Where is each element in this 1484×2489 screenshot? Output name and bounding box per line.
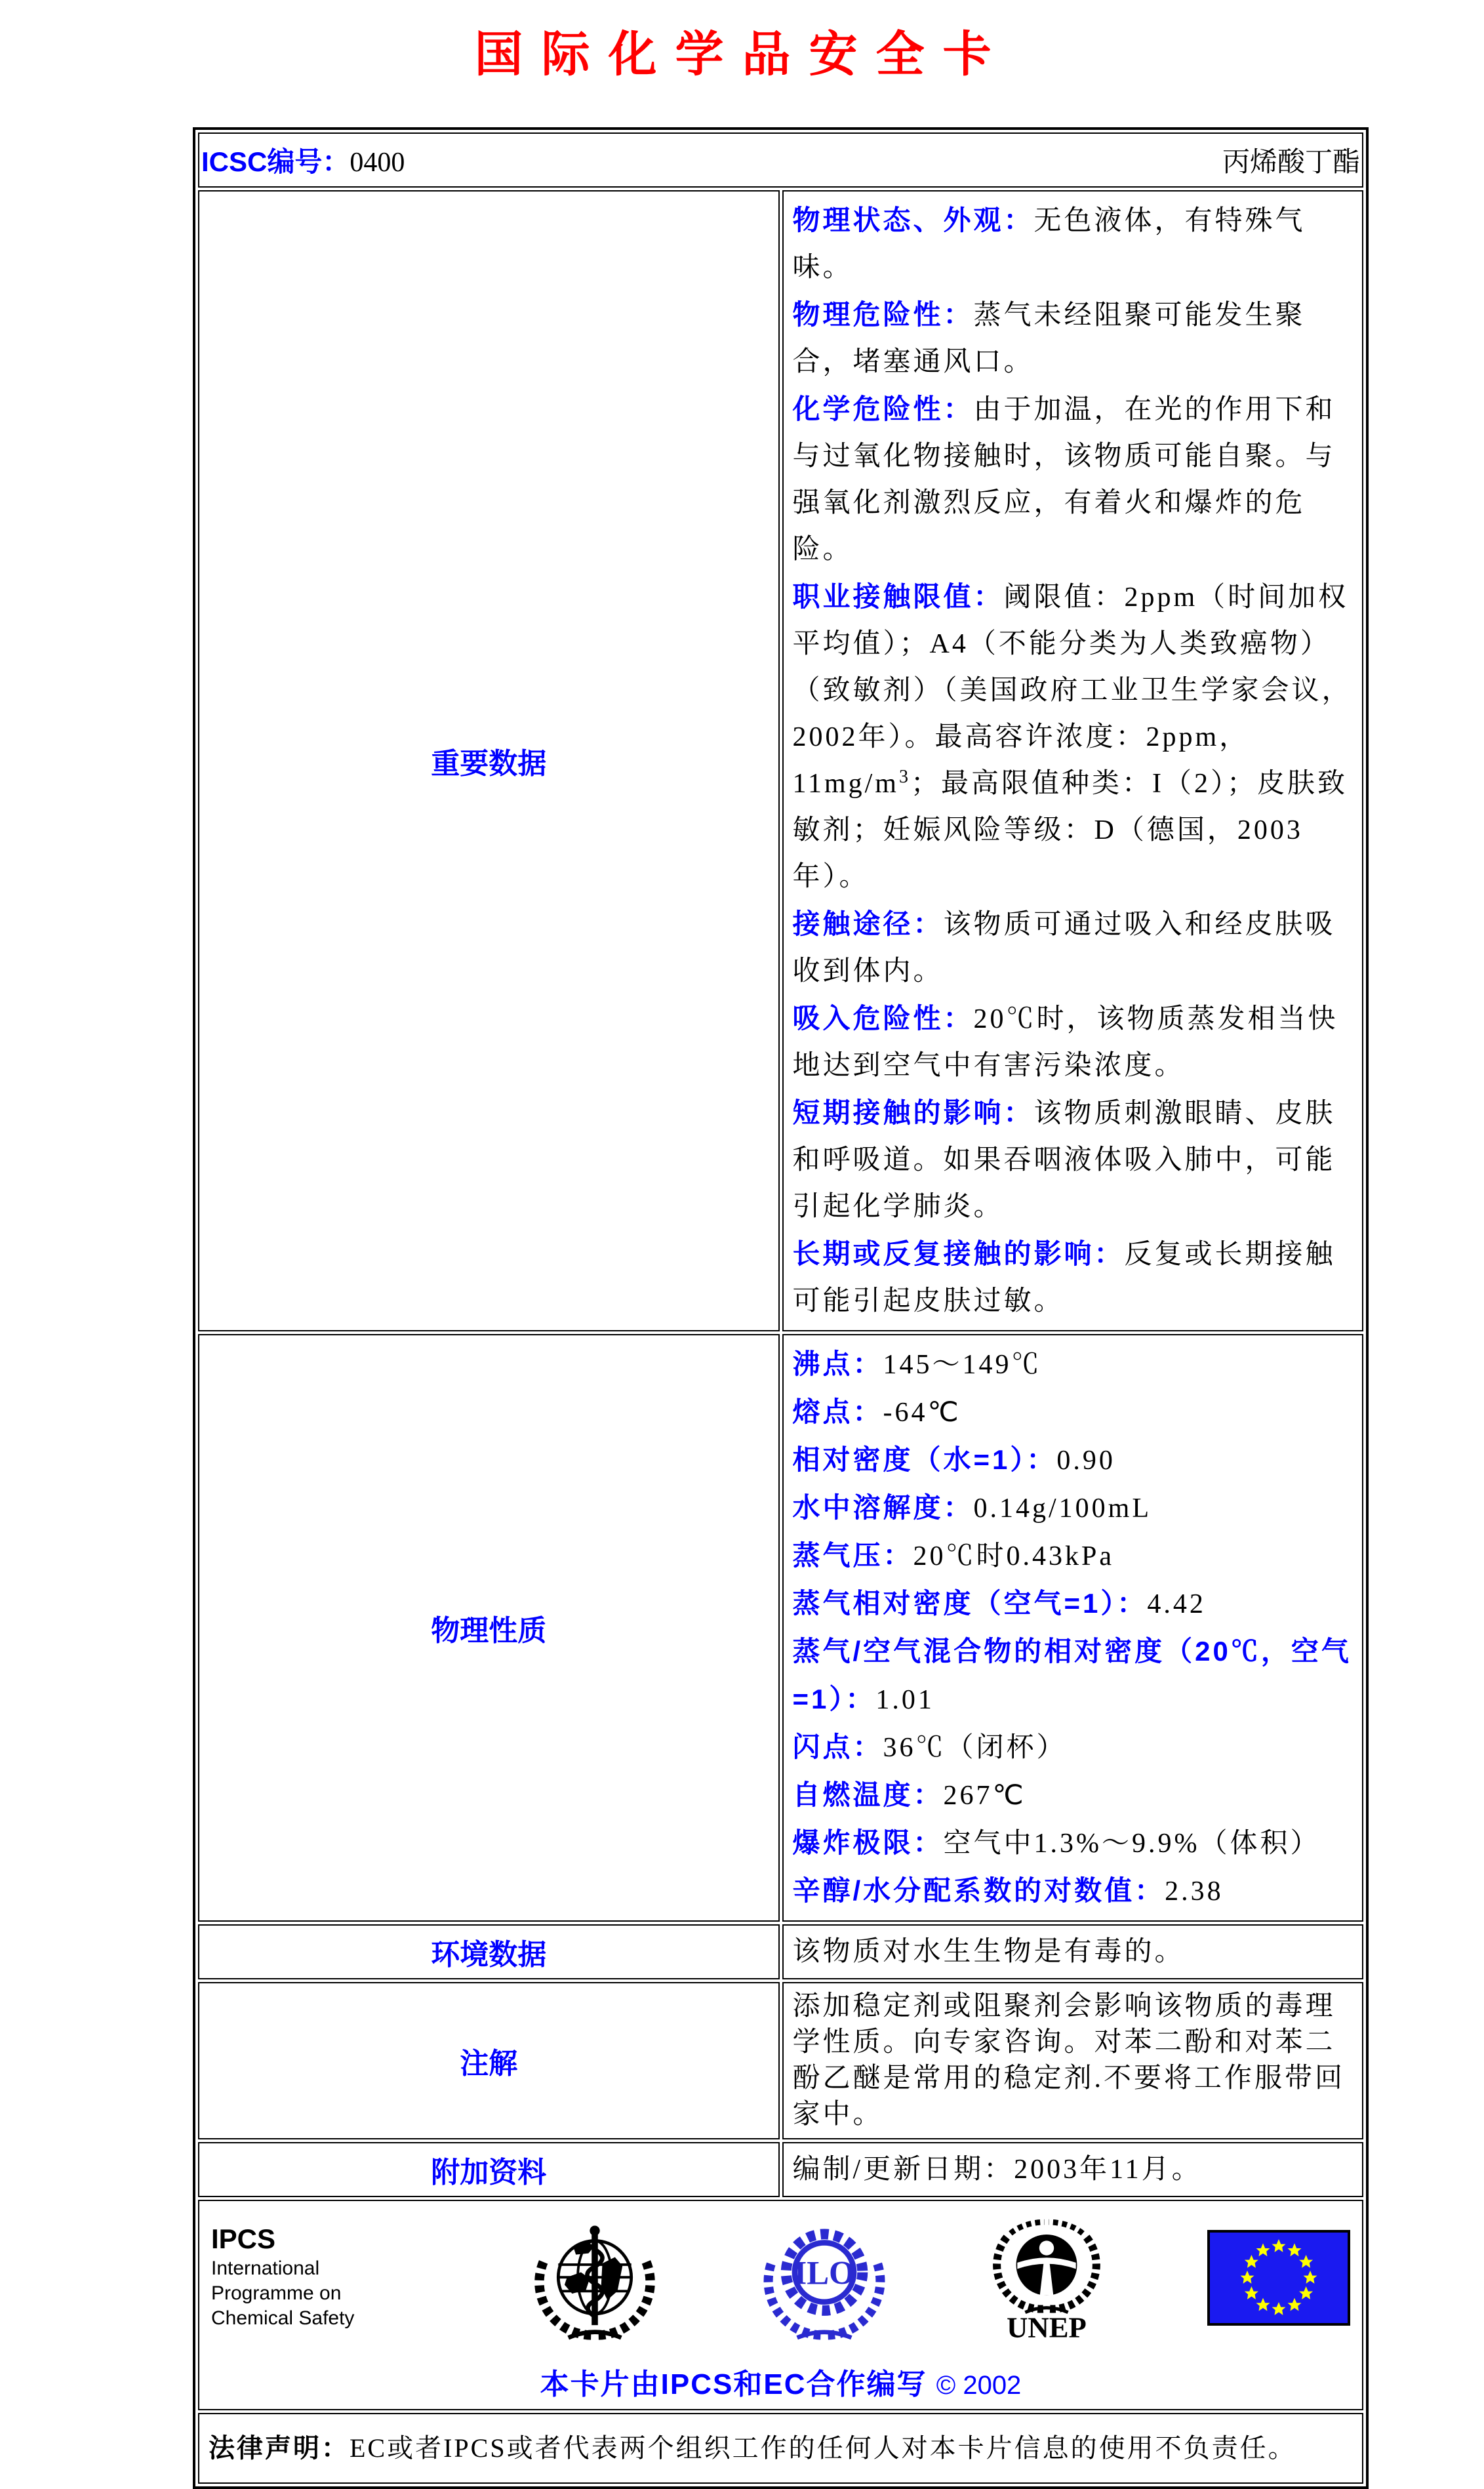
property-label: 职业接触限值： — [792, 581, 1004, 612]
property-label: 沸点： — [792, 1348, 883, 1379]
property-line — [793, 1771, 1354, 1819]
row-label-additional-info: 附加资料 — [198, 2142, 780, 2197]
property-line — [793, 386, 1354, 573]
property-line — [793, 1484, 1354, 1532]
property-line — [793, 1436, 1354, 1484]
property-line — [793, 995, 1354, 1089]
physical-properties-cell — [782, 1334, 1364, 1922]
property-line — [793, 291, 1354, 386]
copyright-year: © 2002 — [936, 2371, 1022, 2400]
row-label-notes: 注解 — [198, 1982, 780, 2139]
property-label: 蒸气相对密度（空气=1）： — [792, 1588, 1148, 1619]
who-icon — [532, 2214, 658, 2353]
page-title: 国际化学品安全卡 — [474, 28, 1010, 82]
ipcs-line: Chemical Safety — [211, 2307, 355, 2329]
property-value: 4.42 — [1147, 1589, 1206, 1619]
environmental-data-cell — [782, 1924, 1364, 1979]
unep-letters: UNEP — [1006, 2311, 1087, 2343]
environmental-data-text: 该物质对水生生物是有毒的。 — [792, 1937, 1185, 1967]
property-label: 长期或反复接触的影响： — [792, 1238, 1125, 1269]
row-logos — [198, 2200, 1363, 2410]
property-value: 36℃（闭杯） — [883, 1733, 1067, 1763]
property-value: 该物质可通过吸入和经皮肤吸收到体内。 — [792, 910, 1336, 986]
icsc-card — [193, 127, 1369, 2489]
property-value: 20℃时0.43kPa — [913, 1541, 1115, 1571]
cooperation-caption — [211, 2360, 1350, 2402]
property-label: 熔点： — [792, 1396, 883, 1427]
property-line — [793, 1819, 1354, 1867]
logos-cell — [198, 2200, 1363, 2410]
card-table — [193, 127, 1369, 2489]
property-label: 化学危险性： — [792, 394, 974, 424]
property-label: 接触途径： — [792, 908, 944, 939]
additional-info-text: 编制/更新日期：2003年11月。 — [792, 2155, 1202, 2185]
property-value: 0.14g/100mL — [973, 1493, 1152, 1524]
row-header — [198, 132, 1363, 188]
ipcs-acronym: IPCS — [211, 2223, 276, 2254]
property-value: 由于加温，在光的作用下和与过氧化物接触时，该物质可能自聚。与强氧化剂激烈反应，有着火和爆炸的危险。 — [792, 395, 1336, 565]
property-label: 闪点： — [792, 1731, 883, 1762]
property-line — [793, 900, 1354, 995]
icsc-number-label: ICSC编号： — [201, 146, 350, 177]
icsc-number-group — [201, 140, 405, 180]
property-label: 物理状态、外观： — [792, 205, 1034, 235]
property-label: 蒸气压： — [792, 1540, 913, 1571]
property-label: 爆炸极限： — [792, 1827, 944, 1858]
row-additional-info — [198, 2142, 1363, 2197]
property-value: 该物质刺激眼睛、皮肤和呼吸道。如果吞咽液体吸入肺中，可能引起化学肺炎。 — [792, 1099, 1336, 1222]
additional-info-cell — [782, 2142, 1364, 2197]
property-line — [793, 1532, 1354, 1580]
property-line — [793, 1628, 1354, 1724]
property-line — [793, 1230, 1354, 1325]
property-label: 吸入危险性： — [792, 1003, 974, 1034]
icsc-number-value: 0400 — [350, 148, 405, 178]
ipcs-line: Programme on — [211, 2282, 342, 2304]
property-label: 水中溶解度： — [792, 1492, 974, 1523]
property-line — [793, 573, 1354, 900]
ipcs-block — [211, 2214, 428, 2331]
property-label: 自燃温度： — [792, 1779, 944, 1810]
property-value: ；最高限值种类：I（2）；皮肤致敏剂；妊娠风险等级：D（德国，2003年）。 — [792, 769, 1348, 892]
important-data-cell — [782, 190, 1364, 1331]
cooperation-caption-text: 本卡片由IPCS和EC合作编写 — [540, 2368, 927, 2400]
property-label: 相对密度（水=1）： — [792, 1444, 1057, 1475]
notes-cell — [782, 1982, 1364, 2139]
header-cell — [198, 132, 1363, 188]
row-label-physical-properties: 物理性质 — [198, 1334, 780, 1922]
property-line — [793, 1867, 1354, 1915]
property-value: -64℃ — [883, 1398, 961, 1428]
row-notes — [198, 1982, 1363, 2139]
row-label-environmental-data: 环境数据 — [198, 1924, 780, 1979]
property-label: 短期接触的影响： — [792, 1097, 1034, 1128]
property-value: 2.38 — [1165, 1876, 1224, 1907]
notes-text: 添加稳定剂或阻聚剂会影响该物质的毒理学性质。向专家咨询。对苯二酚和对苯二酚乙醚是常用的稳定剂.不要将工作服带回家中。 — [792, 1991, 1346, 2130]
ilo-letters: ILO — [793, 2254, 855, 2292]
property-line — [793, 1341, 1354, 1388]
property-label: 物理危险性： — [792, 299, 974, 330]
row-environmental-data — [198, 1924, 1363, 1979]
property-value: 20℃时，该物质蒸发相当快地达到空气中有害污染浓度。 — [792, 1004, 1338, 1081]
unep-icon — [990, 2214, 1103, 2350]
property-value: 空气中1.3%～9.9%（体积） — [943, 1829, 1321, 1859]
property-value: 蒸气未经阻聚可能发生聚合，堵塞通风口。 — [792, 300, 1306, 377]
property-label: 蒸气/空气混合物的相对密度（20℃，空气=1）： — [792, 1636, 1352, 1714]
row-important-data — [198, 190, 1363, 1331]
superscript: 3 — [898, 767, 911, 787]
property-value: 267℃ — [943, 1781, 1026, 1811]
property-line — [793, 1388, 1354, 1436]
legal-text: EC或者IPCS或者代表两个组织工作的任何人对本卡片信息的使用不负责任。 — [350, 2433, 1296, 2463]
property-value: 阈限值：2ppm（时间加权平均值）；A4（不能分类为人类致癌物）（致敏剂）（美国政府工业卫生学家会议，2002年）。最高容许浓度：2ppm，11mg/m — [792, 582, 1352, 799]
property-value: 145～149℃ — [883, 1350, 1042, 1380]
property-label: 辛醇/水分配系数的对数值： — [792, 1875, 1165, 1906]
row-physical-properties — [198, 1334, 1363, 1922]
property-line — [793, 197, 1354, 291]
property-line — [793, 1089, 1354, 1230]
property-line — [793, 1580, 1354, 1628]
property-value: 无色液体，有特殊气味。 — [792, 206, 1306, 283]
property-line — [793, 1724, 1354, 1771]
property-value: 1.01 — [875, 1685, 934, 1715]
row-label-important-data: 重要数据 — [198, 190, 780, 1331]
eu-flag-icon — [1207, 2214, 1350, 2333]
row-legal — [198, 2413, 1363, 2484]
property-value: 0.90 — [1056, 1446, 1115, 1476]
chemical-name: 丙烯酸丁酯 — [1222, 148, 1360, 178]
property-value: 反复或长期接触可能引起皮肤过敏。 — [792, 1240, 1336, 1316]
legal-label: 法律声明： — [209, 2434, 350, 2463]
ipcs-line: International — [211, 2257, 320, 2279]
legal-cell — [198, 2413, 1363, 2484]
ilo-icon — [763, 2214, 886, 2350]
